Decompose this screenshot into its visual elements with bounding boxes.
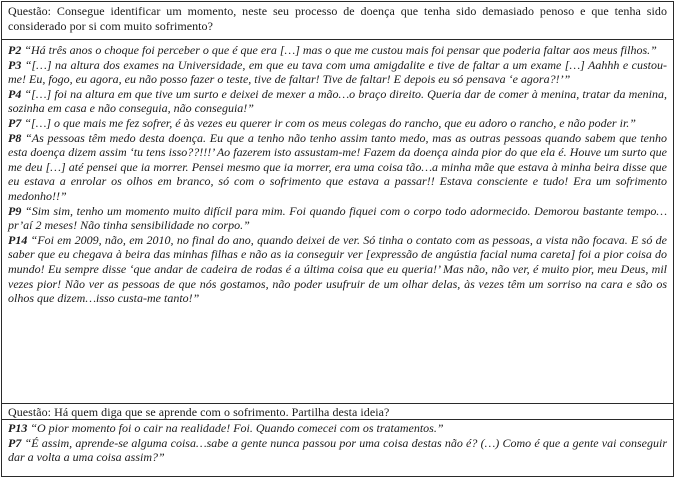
answers-cell-1 [2, 40, 673, 404]
question-1: Questão: Consegue identificar um momento, neste seu processo de doença que tenha sido demasiado penoso e que tenha sido considerado por si com muito sofrimento? [8, 4, 667, 33]
participant-label: P4 [8, 86, 22, 101]
question-2: Questão: Há quem diga que se aprende com o sofrimento. Partilha desta ideia? [8, 405, 390, 419]
answers-cell-2 [2, 420, 673, 467]
question-cell-2 [2, 404, 673, 420]
participant-label: P9 [8, 203, 22, 218]
answer-p9 [8, 204, 667, 233]
answer-text: “[…] na altura dos exames na Universidade, em que eu tava com uma amigdalite e tive de faltar a um exame […] Aahhh e custou-me! Eu, fogo, eu agora, eu não posso fazer o teste, tive de faltar! Tive de faltar! E depois eu só pensava ‘e agora?!’” [8, 57, 667, 87]
answer-p4 [8, 87, 667, 116]
answer-text: “O pior momento foi o cair na realidade! Foi. Quando comecei com os tratamentos.” [30, 421, 444, 435]
answer-text: “[…] foi na altura em que tive um surto e deixei de mexer a mão…o braço direito. Queria dar de comer à menina, tratar da menina, sozinha em casa e não conseguia, não conseguia!” [8, 86, 668, 116]
participant-label: P8 [8, 130, 22, 145]
answer-p3 [8, 58, 667, 87]
answer-text: “Sim sim, tenho um momento muito difícil para mim. Foi quando fiquei com o corpo todo adormecido. Demorou bastante tempo…pr’aí 2 meses! Não tinha sensibilidade no corpo.” [8, 203, 668, 233]
participant-label: P14 [8, 232, 28, 247]
answer-p2 [8, 43, 667, 58]
participant-label: P13 [8, 421, 28, 435]
answer-text: “[…] o que mais me fez sofrer, é às vezes eu querer ir com os meus colegas do rancho, que eu adoro o rancho, e não poder ir.” [24, 115, 636, 130]
answer-text: “As pessoas têm medo desta doença. Eu que a tenho não tenho assim tanto medo, mas as outras pessoas quando sabem que tenho esta doença dizem assim ‘tu tens isso??!!!’ Ao fazerem isto assustam-me! Fazem da doença ainda pior do que ela é. Houve um surto que me deu […] até pensei que ia morrer. Pensei mesmo que ia morrer, era uma coisa tão…a minha mãe que estava à minha beira disse que eu estava a enrolar os olhos em branco, só com o sofrimento que estava a passar!! Estava consciente e tudo! Era um sofrimento medonho!!” [8, 130, 668, 203]
participant-label: P7 [8, 435, 22, 450]
answer-p7 [8, 116, 667, 131]
answer-text: “Foi em 2009, não, em 2010, no final do ano, quando deixei de ver. Só tinha o contato com as pessoas, a vista não focava. E só de saber que eu chegava à beira das minhas filhas e não as ia conseguir ver [expressão de angústia facial numa careta] foi a pior coisa do mundo! Eu sempre disse ‘que andar de cadeira de rodas é a última coisa que eu queria!’ Mas não, não ver, é muito pior, meu Deus, mil vezes pior! Não ver as pessoas de que nós gostamos, não poder usufruir de um olhar delas, às vezes têm um sorriso na cara e são os olhos que dizem…isso custa-me tanto!” [8, 232, 667, 306]
answer-text: “Há três anos o choque foi perceber o que é que era […] mas o que me custou mais foi pensar que poderia faltar aos meus filhos.” [24, 43, 657, 57]
participant-label: P2 [8, 43, 22, 57]
answer-text: “É assim, aprende-se alguma coisa…sabe a gente nunca passou por uma coisa destas não é? (…) Como é que a gente vai conseguir dar a volta a uma coisa assim?” [8, 435, 668, 465]
answer-p8 [8, 131, 667, 204]
interview-table [1, 1, 674, 477]
answer-p14 [8, 233, 667, 306]
participant-label: P3 [8, 57, 22, 72]
participant-label: P7 [8, 115, 22, 130]
question-cell-1 [2, 2, 673, 40]
answer-p13 [8, 421, 667, 436]
answer-p7-second [8, 436, 667, 465]
